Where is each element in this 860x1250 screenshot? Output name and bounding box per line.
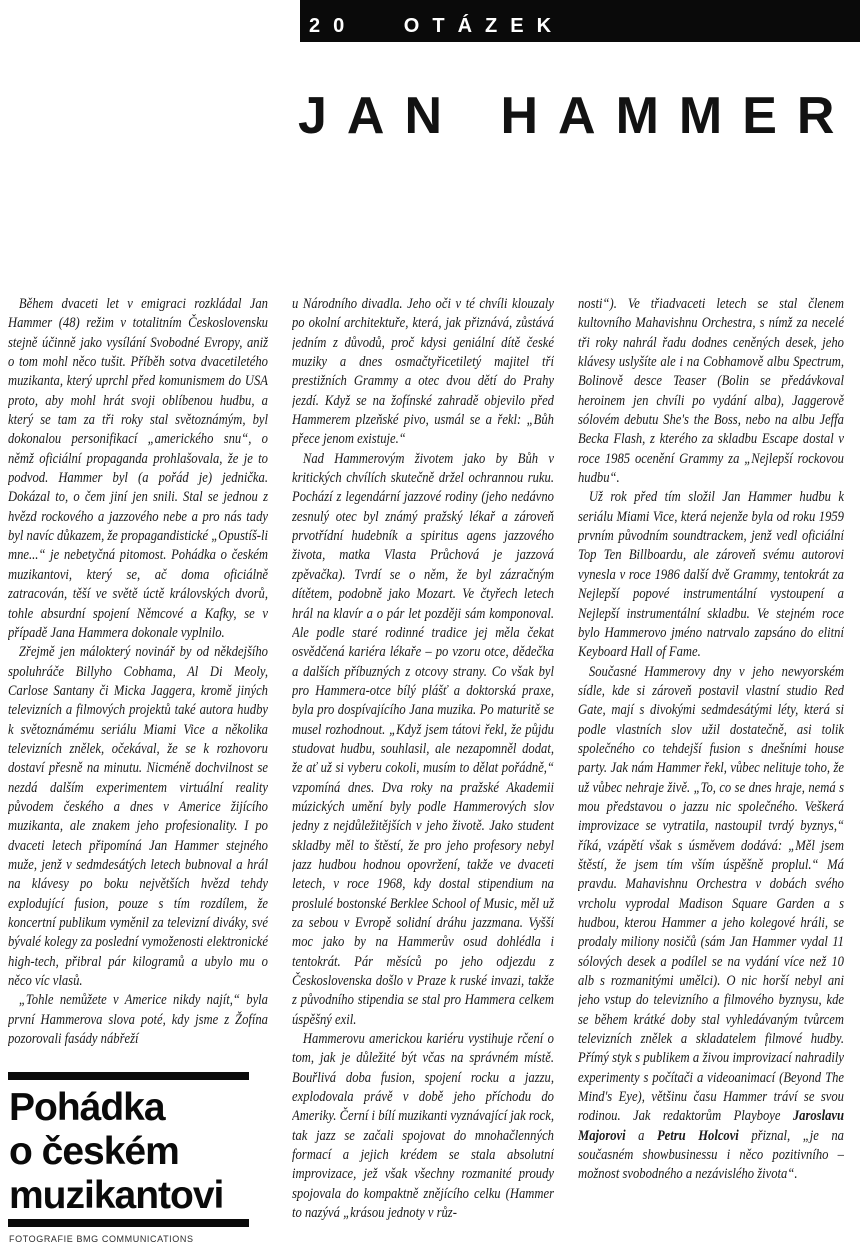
paragraph bbox=[578, 295, 844, 488]
paragraph bbox=[8, 991, 268, 1049]
body-text: Zřejmě jen málokterý novinář by od někdejšího spoluhráče Billyho Cobhama, Al Di Meoly, Carlose Santany či Micka Jaggera, kromě jiných televizních a filmových projektů také autora hudby k světoznámému seriálu Miami Vice a několika televizních znělek, očekával, že se k rozhovoru dostaví přesně na minutu. Nicméně dochvilnost se nezdá dalším experimentem virtuální reality původem českého a dnes v Americe žijícího muzikanta, ale znakem jeho profesionality. I po dvaceti letech připomíná Jan Hammer stejného muže, jenž v sedmdesátých letech bubnoval a hrál na klávesy po boku největších hvězd tehdy explodující fusion, pouze s tím rozdílem, že koncertní publikum vyměnil za televizní diváky, své bývalé kolegy za poslední vymoženosti elektronické high-tech, přibral pár kilogramů a ubylo mu o něco víc vlasů. bbox=[8, 644, 268, 990]
subhead-line-3: muzikantovi bbox=[9, 1174, 224, 1217]
article-column-1-text bbox=[8, 295, 268, 1049]
body-text: a bbox=[625, 1127, 657, 1144]
body-text: přiznal, „je na současném showbusinessu i něco pozitivního – možnost svobodného a nezávislého života“. bbox=[578, 1127, 844, 1183]
photo-credit: FOTOGRAFIE BMG COMMUNICATIONS bbox=[9, 1234, 194, 1244]
body-text: Nad Hammerovým životem jako by Bůh v kritických chvílích skutečně držel ochrannou ruku. Pochází z legendární jazzové rodiny (jeho nedávno zesnulý otec byl známý pražský lékař a zároveň prvotřídní hudebník a spiritus agens jazzového života, matka Vlasta Průchová je jazzová zpěvačka). Tvrdí se o něm, že byl zázračným dítětem, podobně jako Mozart. Ve čtyřech letech hrál na klavír a o pár let později sám komponoval. Ale podle staré rodinné tradice jej měla čekat osvědčená kariéra lékaře – po vzoru otce, dědečka a dalších příbuzných z otcovy strany. Co však byl pro Hammera-otce bílý plášť a doktorská praxe, byla pro dospívajícího Jana muzika. Po maturitě se musel rozhodnout. „Když jsem tátovi řekl, že půjdu studovat hudbu, souhlasil, ale nezapomněl dodat, že ať už si vyberu cokoli, musím to dělat pořádně,“ vzpomíná dnes. Dva roky na pražské Akademii múzických umění byly podle Hammerových slov jedny z nejdůležitějších v jeho životě. Jako student skladby měl to štěstí, že pro jeho profesory nebyl jazz hudbou hodnou opovržení, takže ve dvaceti letech, v roce 1968, kdy dostal stipendium na proslulé bostonské Berklee School of Music, měl už za sebou v Evropě solidní dráhu jazzmana. Vyšší moc jako by na Hammerův osud dohlédla i tentokrát. Pár měsíců po jeho odjezdu z Československa došlo v Praze k ruské invazi, takže z původního stipendia se stal pro Hammera celkem úspěšný exil. bbox=[292, 450, 554, 1028]
paragraph bbox=[8, 295, 268, 643]
body-text: Už rok před tím složil Jan Hammer hudbu k seriálu Miami Vice, která nejenže byla od roku 1959 prvním původním soundtrackem, jenž vedl oficiální Top Ten Billboardu, ale zároveň svému autorovi vynesla v roce 1986 další dvě Grammy, tentokrát za Nejlepší popové instrumentální vystoupení a Nejlepší instrumentální skladbu. Ve stejném roce bylo Hammerovo jméno natrvalo zapsáno do elitní Keyboard Hall of Fame. bbox=[578, 489, 844, 661]
kicker-label: 20 OTÁZEK bbox=[309, 15, 565, 37]
subhead-line-2: o českém bbox=[9, 1130, 179, 1173]
bold-name-text: Jaroslavu Majorovi bbox=[578, 1108, 844, 1144]
article-column-2-text bbox=[292, 295, 554, 1224]
kicker-bar bbox=[300, 0, 860, 42]
subhead-line-1: Pohádka bbox=[9, 1086, 165, 1129]
article-title: JAN HAMMER bbox=[298, 87, 855, 145]
body-text: nosti“). Ve třiadvaceti letech se stal členem kultovního Mahavishnu Orchestra, s nímž za necelé tři roky nahrál řadu dodnes ceněných desek, jeho klávesy uslyšíte ale i na Cobhamově albu Spectrum, Bolinově desce Teaser (Bolin se předávkoval heroinem jen chvíli po vydání alba), Jaggerově sólovém debutu She's the Boss, nebo na albu Jeffa Becka Flash, z kterého za skladbu Escape dostal v roce 1985 ocenění Grammy za „Nejlepší rockovou hudbu“. bbox=[578, 296, 844, 487]
body-text: Během dvaceti let v emigraci rozkládal Jan Hammer (48) režim v totalitním Československu stejně účinně jako vysílání Svobodné Evropy, aniž o tom mohl něco tušit. Příběh sotva dvacetiletého muzikanta, který uprchl před komunismem do USA proto, aby mohl hrát svoji oblíbenou hudbu, a který se tam za tři roky stal světoznámým, byl dokonalou personifikací „amerického snu“, o němž oficiální propaganda prohlašovala, že je to podvod. Hammer byl (a pořád je) jednička. Dokázal to, o čem jiní jen snili. Stal se jednou z hvězd rockového a jazzového nebe a pro nás tady byl navíc důkazem, že propagandistické „Opustíš-li mne...“ je nebetyčná pitomost. Pohádka o českém muzikantovi, který se, ač doma oficiálně zatracován, těší ve světě úctě královských dvorů, tohle absurdní spojení Němcové a Kafky, se v případě Jana Hammera dokonale vyplnilo. bbox=[8, 296, 268, 641]
subhead bbox=[9, 1086, 223, 1218]
paragraph bbox=[578, 488, 844, 662]
body-text: Hammerovu americkou kariéru vystihuje rčení o tom, jak je důležité být včas na správném místě. Bouřlivá doba fusion, spojení rocku a jazzu, explodovala právě v době jeho příchodu do Ameriky. Černí i bílí muzikanti vyznávající jak rock, tak jazz se začali spojovat do mnohačlenných formací a jejich krédem se stala absolutní improvizace, jež však všechny rozmanité proudy spojovala do kompaktně znějícího celku (Hammer to nazývá „krásou jednoty v růz- bbox=[292, 1031, 554, 1222]
bold-name-text: Petru Holcovi bbox=[656, 1127, 739, 1144]
article-column-1 bbox=[8, 295, 268, 1073]
paragraph bbox=[292, 295, 554, 450]
article-column-2 bbox=[292, 295, 554, 1237]
paragraph bbox=[8, 643, 268, 991]
paragraph bbox=[578, 663, 844, 1185]
body-text: Současné Hammerovy dny v jeho newyorském sídle, kde si zároveň postavil vlastní studio Red Gate, mají s divokými sedmdesátými léty, která si podle vlastních slov užil dostatečně, asi tolik společného co tehdejší fusion s dnešními house party. Jak nám Hammer řekl, vůbec nelituje toho, že už vůbec nehraje živě. „To, co se dnes hraje, nemá s mou představou o jazzu nic společného. Veškerá improvizace se vytratila, nastoupil tvrdý byznys,“ říká, vzápětí však s úsměvem dodává: „Měl jsem štěstí, že jsem tím vším úspěšně proplul.“ Má pravdu. Mahavishnu Orchestra v dobách svého vrcholu vyprodal Madison Square Garden a s hudbou, kterou Hammer a jeho kolegové hráli, se prodaly miliony nosičů (sám Jan Hammer vydal 11 sólových desek a podílel se na vydání více než 10 alb s rozmanitými umělci). O nic horší nebyl ani jeho vstup do televizního a filmového byznysu, kde se během krátké doby stal vyhledávaným tvůrcem televizních znělek a skladatelem filmové hudby. Přímý styk s publikem a živou improvizací nahradily experimenty s počítači a videoanimací (Beyond The Mind's Eye), většinu času Hammer tráví se svou rodinou. Jak redaktorům Playboye bbox=[578, 663, 844, 1125]
article-column-3 bbox=[578, 295, 844, 1237]
body-text: u Národního divadla. Jeho oči v té chvíli klouzaly po okolní architektuře, která, jak přiznává, zůstává jedním z důvodů, proč kdysi geniální dítě české muziky a dnes osmačtyřicetiletý majitel tří prestižních Grammy a otec dvou dětí do Prahy jezdí. Když se na žofínské zahradě objevilo před Hammerem plzeňské pivo, usmál se a řekl: „Bůh přece jenom existuje.“ bbox=[292, 296, 554, 448]
article-column-3-text bbox=[578, 295, 844, 1185]
subhead-rule-bottom bbox=[8, 1219, 249, 1227]
subhead-rule-top bbox=[8, 1072, 249, 1080]
paragraph bbox=[292, 450, 554, 1030]
body-text: „Tohle nemůžete v Americe nikdy najít,“ byla první Hammerova slova poté, kdy jsme z Žofína pozorovali fasády nábřeží bbox=[8, 992, 268, 1048]
paragraph bbox=[292, 1030, 554, 1223]
